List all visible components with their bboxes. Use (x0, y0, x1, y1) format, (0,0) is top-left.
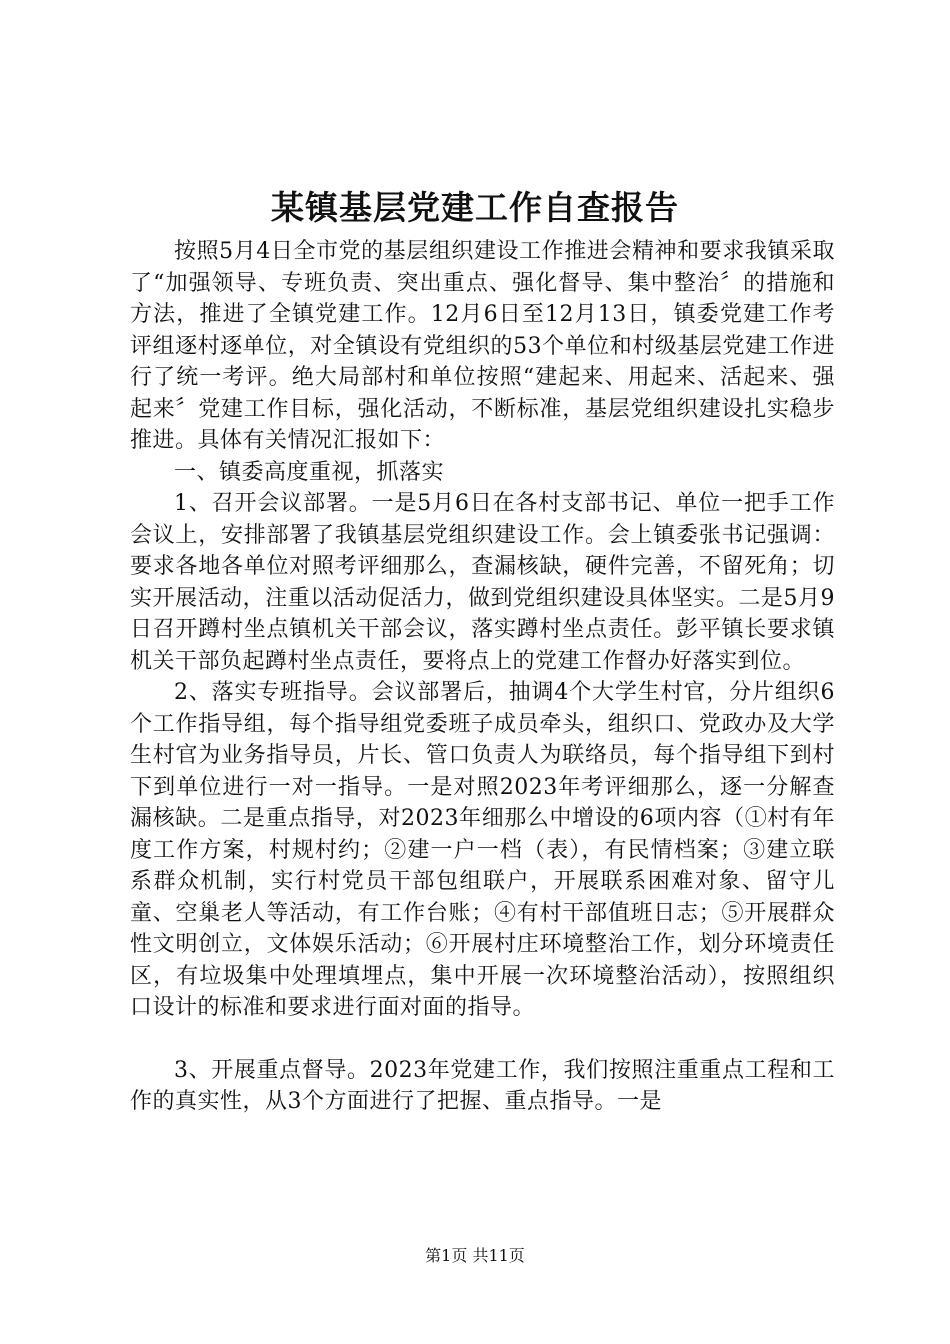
document-body (130, 236, 835, 1118)
paragraph-item-3: 3、开展重点督导。2023年党建工作，我们按照注重重点工程和工作的真实性，从3个方面进行了把握、重点指导。一是 (130, 1057, 835, 1114)
paragraph-spacer (130, 1024, 835, 1055)
page-footer: 第1页 共11页 (425, 1246, 525, 1265)
section-heading-1: 一、镇委高度重视，抓落实 (174, 459, 445, 485)
paragraph-item-1: 1、召开会议部署。一是5月6日在各村支部书记、单位一把手工作会议上，安排部署了我镇基层党组织建设工作。会上镇委张书记强调：要求各地各单位对照考评细那么，查漏核缺，硬件完善，不留死角；切实开展活动，注重以活动促活力，做到党组织建设具体坚实。二是5月9日召开蹲村坐点镇机关干部会议，落实蹲村坐点责任。彭平镇长要求镇机关干部负起蹲村坐点责任，要将点上的党建工作督办好落实到位。 (130, 491, 835, 674)
paragraph-item-2: 2、落实专班指导。会议部署后，抽调4个大学生村官，分片组织6个工作指导组，每个指导组党委班子成员牵头，组织口、党政办及大学生村官为业务指导员，片长、管口负责人为联络员，每个指导组下到村下到单位进行一对一指导。一是对照2023年考评细那么，逐一分解查漏核缺。二是重点指导，对2023年细那么中增设的6项内容（①村有年度工作方案，村规村约；②建一户一档（表），有民情档案；③建立联系群众机制，实行村党员干部包组联户，开展联系困难对象、留守儿童、空巢老人等活动，有工作台账；④有村干部值班日志；⑤开展群众性文明创立，文体娱乐活动；⑥开展村庄环境整治工作，划分环境责任区，有垃圾集中处理填埋点，集中开展一次环境整治活动），按照组织口设计的标准和要求进行面对面的指导。 (130, 680, 835, 1020)
document-title: 某镇基层党建工作自查报告 (271, 188, 679, 227)
paragraph-intro: 按照5月4日全市党的基层组织建设工作推进会精神和要求我镇采取了“加强领导、专班负责、突出重点、强化督导、集中整治〞的措施和方法，推进了全镇党建工作。12月6日至12月13日，镇委党建工作考评组逐村逐单位，对全镇设有党组织的53个单位和村级基层党建工作进行了统一考评。绝大局部村和单位按照“建起来、用起来、活起来、强起来〞党建工作目标，强化活动，不断标准，基层党组织建设扎实稳步推进。具体有关情况汇报如下： (130, 239, 835, 453)
